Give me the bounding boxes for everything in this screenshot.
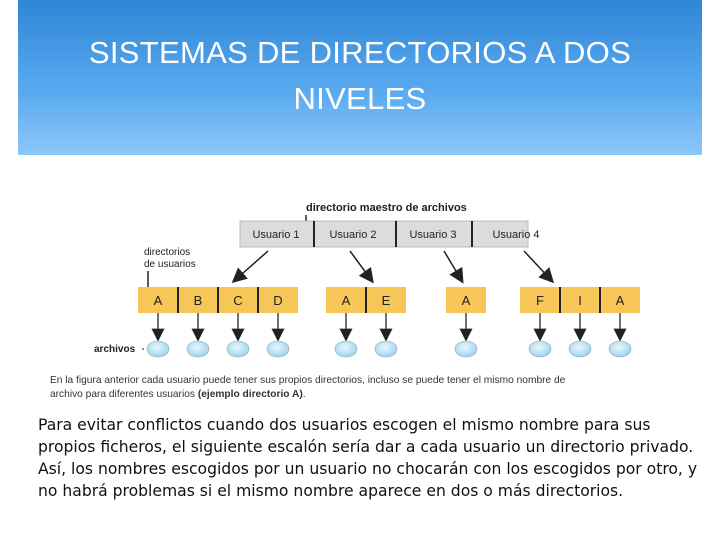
file-icon — [187, 341, 209, 357]
caption-line-2-suffix: . — [302, 389, 306, 400]
file-icon — [455, 341, 477, 357]
directory-group-1 — [138, 287, 298, 357]
arrow-user-4 — [524, 251, 552, 281]
user-2-label: Usuario 2 — [329, 229, 377, 241]
caption-line-2-prefix: archivo para diferentes usuarios — [50, 389, 198, 400]
file-icon — [609, 341, 631, 357]
master-directory-label: directorio maestro de archivos — [306, 202, 467, 214]
diagram-svg — [36, 155, 672, 400]
directory-letter: A — [341, 293, 351, 308]
figure-caption-line-1: En la figura anterior cada usuario puede tener sus propios directorios, incluso se puede tener el mismo nombre de — [50, 375, 566, 386]
directory-letter: A — [153, 293, 163, 308]
user-arrows — [234, 251, 552, 281]
user-directories-label-1: directorios — [144, 247, 191, 258]
caption-line-2-bold: (ejemplo directorio A) — [197, 389, 303, 400]
arrow-user-1 — [234, 251, 268, 281]
user-1-label: Usuario 1 — [252, 229, 300, 241]
arrow-user-3 — [444, 251, 462, 281]
file-icon — [267, 341, 289, 357]
file-icon — [529, 341, 551, 357]
directory-letter: A — [461, 293, 471, 308]
file-icon — [227, 341, 249, 357]
user-3-label: Usuario 3 — [409, 229, 457, 241]
files-label: archivos — [94, 344, 136, 355]
directory-diagram — [36, 155, 672, 400]
directory-letter: E — [381, 293, 391, 308]
file-icon — [375, 341, 397, 357]
directory-group-3 — [446, 287, 486, 357]
directory-group-2 — [326, 287, 406, 357]
slide-body-text: Para evitar conflictos cuando dos usuarios escogen el mismo nombre para sus propios ficheros, el siguiente escalón sería dar a cada usuario un directorio privado. Así, los nombres escogidos por un usuario no chocarán con los escogidos por otro, y no habrá problemas si el mismo nombre aparece en dos o más directorios. — [38, 416, 698, 500]
arrow-user-2 — [350, 251, 372, 281]
directory-letter: C — [233, 293, 243, 308]
directory-groups — [138, 287, 640, 357]
file-icon — [147, 341, 169, 357]
file-icon — [569, 341, 591, 357]
directory-letter: I — [578, 293, 582, 308]
directory-group-4 — [520, 287, 640, 357]
figure-caption-line-2 — [50, 389, 306, 400]
slide-title: SISTEMAS DE DIRECTORIOS A DOS NIVELES — [88, 35, 632, 116]
user-directories-label-2: de usuarios — [144, 259, 196, 270]
directory-letter: D — [273, 293, 283, 308]
user-4-label: Usuario 4 — [492, 229, 540, 241]
directory-letter: F — [536, 293, 544, 308]
directory-letter: A — [615, 293, 625, 308]
directory-letter: B — [193, 293, 203, 308]
file-icon — [335, 341, 357, 357]
